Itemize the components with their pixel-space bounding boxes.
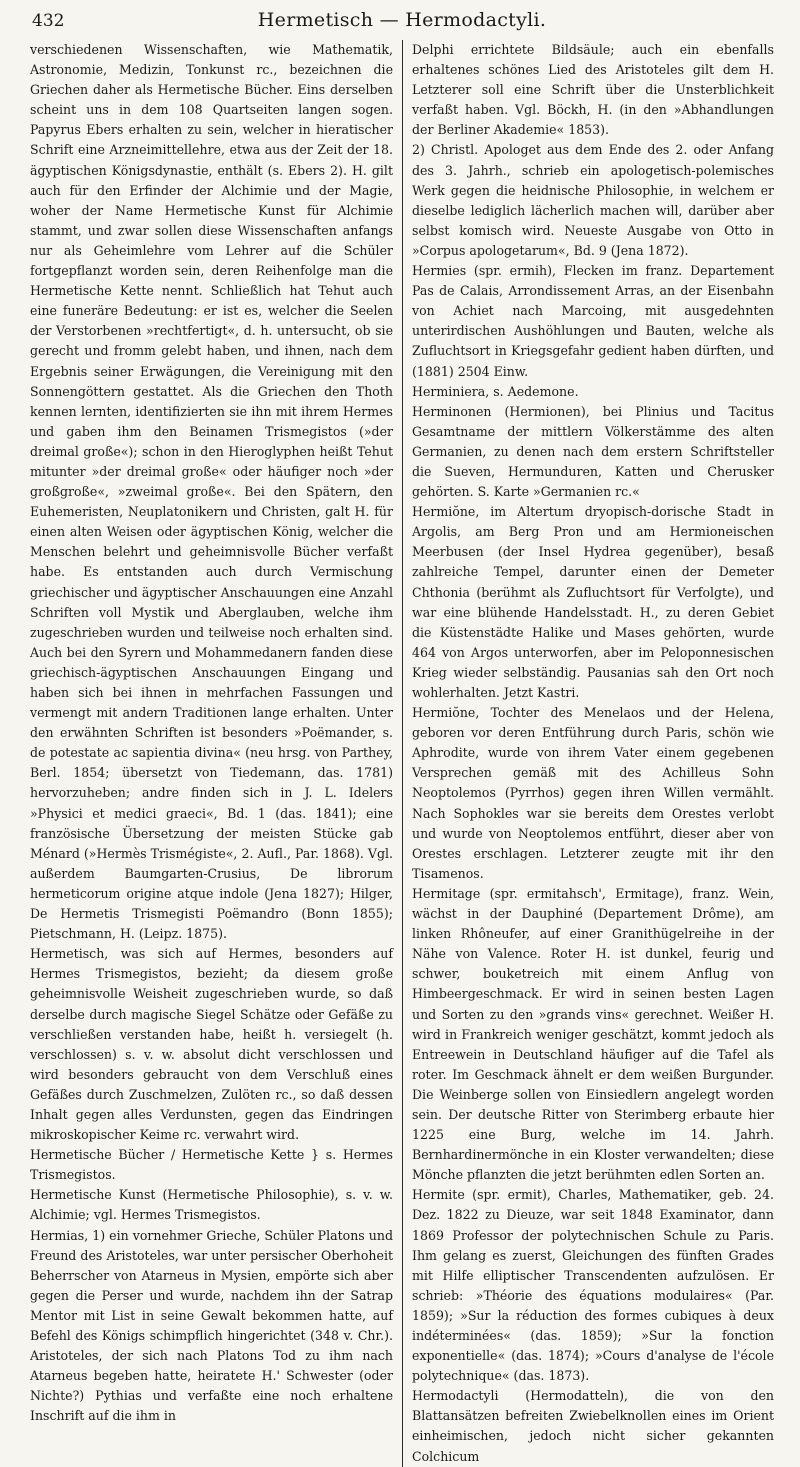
entry-hermetische-buecher-kette: Hermetische Bücher / Hermetische Kette } s. Hermes Trismegistos. (30, 1147, 393, 1183)
entry-hermione-myth: Hermiŏne, Tochter des Menelaos und der Helena, geboren vor deren Entführung durch Paris, schön wie Aphrodite, wurde von ihrem Vater einem gegebenen Versprechen gemäß mit des Achilleus Sohn Neoptolemos (Pyrrhos) gegen ihren Willen vermählt. Nach Sophokles war sie bereits dem Orestes verlobt und wurde von Neoptolemos entführt, dieser aber von Orestes erschlagen. Letzterer zeugte mit ihr den Tisamenos. (412, 705, 774, 881)
entry-hermias-2: 2) Christl. Apologet aus dem Ende des 2. oder Anfang des 3. Jahrh., schrieb ein apologetisch-polemisches Werk gegen die heidnische Philosophie, in welchem er dieselbe lediglich lächerlich machen will, darüber aber selbst komisch wird. Neueste Ausgabe von Otto in »Corpus apologetarum«, Bd. 9 (Jena 1872). (412, 142, 774, 258)
left-column (30, 40, 402, 1467)
entry-hermione-city: Hermiŏne, im Altertum dryopisch-dorische Stadt in Argolis, am Berg Pron und am Hermioneischen Meerbusen (der Insel Hydrea gegenüber), besaß zahlreiche Tempel, darunter einen der Demeter Chthonia (berühmt als Zufluchtsort für Verfolgte), und war eine blühende Handelsstadt. H., zu deren Gebiet die Küstenstädte Halike und Mases gehörten, wurde 464 von Argos unterworfen, aber im Peloponnesischen Krieg wieder selbständig. Pausanias sah den Ort noch wohlerhalten. Jetzt Kastri. (412, 504, 774, 700)
entry-hermetische-kunst: Hermetische Kunst (Hermetische Philosophie), s. v. w. Alchimie; vgl. Hermes Trismegistos. (30, 1187, 393, 1223)
running-head: Hermetisch — Hermodactyli. (257, 9, 547, 31)
entry-hermias: Hermias, 1) ein vornehmer Grieche, Schüler Platons und Freund des Aristoteles, war unter persischer Oberhoheit Beherrscher von Atarneus in Mysien, empörte sich aber gegen die Perser und wurde, nachdem ihn der Satrap Mentor mit List in seine Gewalt bekommen hatte, auf Befehl des Königs schimpflich hingerichtet (348 v. Chr.). Aristoteles, der sich nach Platons Tod zu ihm nach Atarneus begeben hatte, heiratete H.' Schwester (oder Nichte?) Pythias und verfaßte eine noch erhaltene Inschrift auf die ihm in (30, 1227, 393, 1424)
page-number: 432 (32, 11, 65, 31)
entry-hermias-continued: Delphi errichtete Bildsäule; auch ein ebenfalls erhaltenes schönes Lied des Aristoteles gilt dem H. Letzterer soll eine Schrift über die Unsterblichkeit verfaßt haben. Vgl. Böckh, H. (in den »Abhandlungen der Berliner Akademie« 1853). (412, 42, 774, 138)
text-columns (30, 40, 774, 1467)
entry-hermitage: Hermitage (spr. ermitahsch', Ermitage), franz. Wein, wächst in der Dauphiné (Departement Drôme), am linken Rhôneufer, auf einer Granithügelreihe in der Nähe von Valence. Roter H. ist dunkel, feurig und schwer, bouketreich mit einem Anflug von Himbeergeschmack. Er wird in seinen besten Lagen und Sorten zu den »grands vins« gerechnet. Weißer H. wird in Frankreich weniger geschätzt, kommt jedoch als Entreewein in Deutschland häufiger auf die Tafel als roter. Im Geschmack ähnelt er dem weißen Burgunder. Die Weinberge sollen von Einsiedlern angelegt worden sein. Der deutsche Ritter von Sterimberg erbaute hier 1225 eine Burg, welche im 14. Jahrh. Bernhardinermönche in ein Kloster verwandelten; diese Mönche pflanzten die jetzt berühmten edlen Sorten an. (412, 885, 774, 1183)
entry-hermetisch: Hermetisch, was sich auf Hermes, besonders auf Hermes Trismegistos, bezieht; da diesem große geheimnisvolle Weisheit zugeschrieben wurde, so daß derselbe durch magische Siegel Schätze oder Gefäße zu verschließen verstanden habe, heißt h. versiegelt (h. verschlossen) s. v. w. absolut dicht verschlossen und wird besonders gebraucht von dem Verschluß eines Gefäßes durch Zuschmelzen, Zulöten rc., so daß dessen Inhalt gegen alles Verdunsten, gegen das Eindringen mikroskopischer Keime rc. verwahrt wird. (30, 946, 393, 1143)
entry-hermes-continued: verschiedenen Wissenschaften, wie Mathematik, Astronomie, Medizin, Tonkunst rc., bezeichnen die Griechen daher als Hermetische Bücher. Eins derselben scheint uns in dem 108 Quartseiten langen sogen. Papyrus Ebers erhalten zu sein, welcher in hieratischer Schrift eine Arzneimittellehre, etwa aus der Zeit der 18. ägyptischen Königsdynastie, enthält (s. Ebers 2). H. gilt auch für den Erfinder der Alchimie und der Magie, woher der Name Hermetische Kunst für Alchimie stammt, und zwar sollen diese Wissenschaften anfangs nur als Geheimlehre vom Lehrer auf die Schüler fortgepflanzt worden sein, deren Reihenfolge man die Hermetische Kette nennt. Schließlich hat Tehut auch eine funeräre Bedeutung: er ist es, welcher die Seelen der Verstorbenen »rechtfertigt«, d. h. untersucht, ob sie gerecht und fromm gelebt haben, und ihnen, nach dem Ergebnis seiner Erwägungen, die Vereinigung mit den Sonnengöttern gestattet. Als die Griechen den Thoth kennen lernten, identifizierten sie ihn mit ihrem Hermes und gaben ihm den Beinamen Trismegistos (»der dreimal große«); schon in den Hieroglyphen heißt Tehut mitunter »der dreimal große« oder häufiger noch »der großgroße«, »zweimal große«. Bei den Spätern, den Euhemeristen, Neuplatonikern und Christen, galt H. für einen alten Weisen oder ägyptischen König, welcher die Menschen belehrt und geheimnisvolle Bücher verfaßt habe. Es entstanden auch durch Vermischung griechischer und ägyptischer Anschauungen eine Anzahl Schriften voll Mystik und Aberglauben, welche ihm zugeschrieben wurden und teilweise noch erhalten sind. Auch bei den Syrern und Mohammedanern fanden diese griechisch-ägyptischen Anschauungen Eingang und haben sich bei ihnen in mehrfachen Fassungen und vermengt mit andern Traditionen lange erhalten. Unter den erwähnten Schriften ist besonders »Poëmander, s. de potestate ac sapientia divina« (neu hrsg. von Parthey, Berl. 1854; übersetzt von Tiedemann, das. 1781) hervorzuheben; andre finden sich in J. L. Idelers »Physici et medici graeci«, Bd. 1 (das. 1841); eine französische Übersetzung der meisten Stücke gab Ménard (»Hermès Trismégiste«, 2. Aufl., Par. 1868). Vgl. außerdem Baumgarten-Crusius, De librorum hermeticorum origine atque indole (Jena 1827); Hilger, De Hermetis Trismegisti Poëmandro (Bonn 1855); Pietschmann, H. (Leipz. 1875). (30, 42, 393, 942)
entry-hermite: Hermite (spr. ermit), Charles, Mathematiker, geb. 24. Dez. 1822 zu Dieuze, war seit 1848 Examinator, dann 1869 Professor der polytechnischen Schule zu Paris. Ihm gelang es zuerst, Gleichungen des fünften Grades mit Hilfe elliptischer Transcendenten aufzulösen. Er schrieb: »Théorie des équations modulaires« (Par. 1859); »Sur la réduction des formes cubiques à deux indéterminées« (das. 1859); »Sur la fonction exponentielle« (das. 1874); »Cours d'analyse de l'école polytechnique« (das. 1873). (412, 1187, 774, 1384)
entry-herminiera: Herminiera, s. Aedemone. (412, 383, 579, 399)
entry-herminonen: Herminonen (Hermionen), bei Plinius und Tacitus Gesamtname der mittlern Völkerstämme des alten Germanien, zu denen nach dem erstern Schriftsteller die Sueven, Hermunduren, Katten und Cherusker gehörten. S. Karte »Germanien rc.« (412, 403, 774, 500)
entry-hermies: Hermies (spr. ermih), Flecken im franz. Departement Pas de Calais, Arrondissement Arras, an der Eisenbahn von Achiet nach Marcoing, mit ausgedehnten unterirdischen Aushöhlungen und Bauten, welche als Zufluchtsort in Kriegsgefahr gedient haben dürften, und (1881) 2504 Einw. (412, 263, 774, 379)
entry-hermodactyli: Hermodactyli (Hermodatteln), die von den Blattansätzen befreiten Zwiebelknollen eines im Orient einheimischen, jedoch nicht sicher gekannten Colchicum (412, 1388, 774, 1464)
right-column (402, 40, 774, 1467)
page-header (30, 0, 774, 40)
